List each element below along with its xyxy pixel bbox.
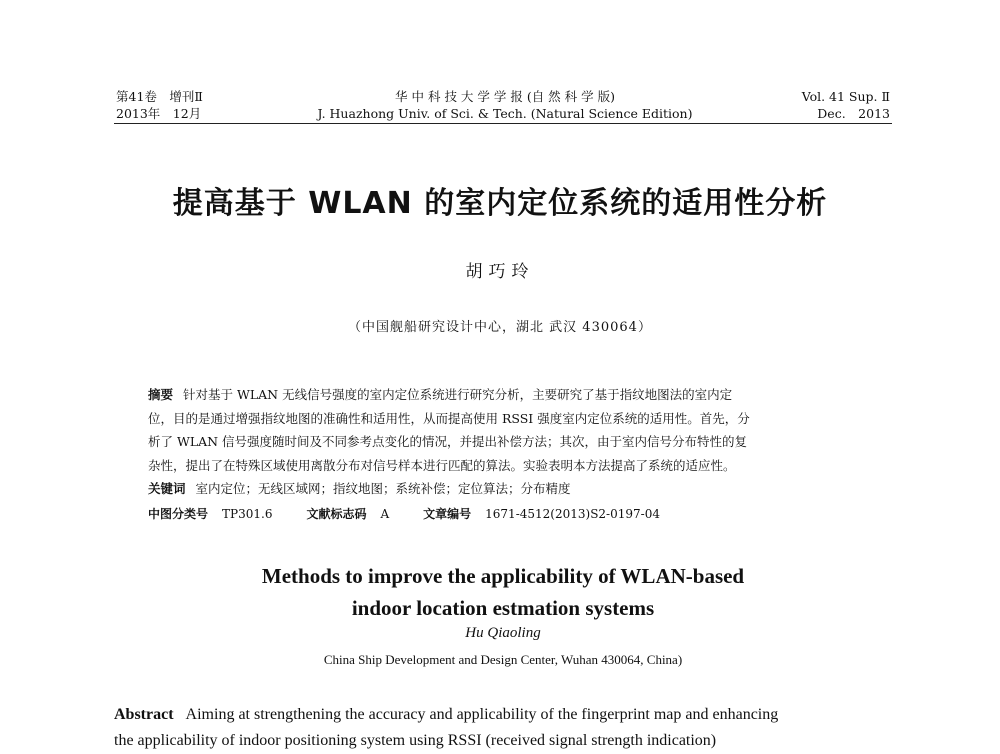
- journal-name-cn: 华 中 科 技 大 学 学 报 (自 然 科 学 版): [395, 89, 615, 104]
- abstract-en-line: the applicability of indoor positioning system using RSSI (received signal strength indication): [114, 732, 717, 749]
- author-en: Hu Qiaoling: [465, 625, 541, 641]
- volume-issue-en: Vol. 41 Sup. Ⅱ: [801, 89, 890, 104]
- abstract-cn-line: 析了 WLAN 信号强度随时间及不同参考点变化的情况，并提出补偿方法；其次，由于室内信号分布特性的复: [148, 434, 748, 449]
- doc-code-value: A: [380, 507, 390, 521]
- abstract-cn-line: 位，目的是通过增强指纹地图的准确性和适用性，从而提高使用 RSSI 强度室内定位系统的适用性。首先，分: [148, 410, 750, 426]
- abstract-cn-line: 杂性，提出了在特殊区域使用离散分布对信号样本进行匹配的算法。实验表明本方法提高了系统的适应性。: [148, 457, 736, 473]
- month-year-en: Dec. 2013: [817, 106, 890, 121]
- abstract-en-label: Abstract: [114, 706, 174, 723]
- affiliation-cn: （中国舰船研究设计中心，湖北 武汉 430064）: [348, 320, 652, 335]
- class-number-value: TP301.6: [222, 507, 273, 521]
- affiliation-en: China Ship Development and Design Center, Wuhan 430064, China): [323, 652, 683, 667]
- paper-title-cn: 提高基于 WLAN 的室内定位系统的适用性分析: [172, 186, 828, 221]
- paper-title-en-line2: indoor location estmation systems: [351, 596, 655, 620]
- class-number-label: 中图分类号: [148, 507, 209, 521]
- paper-title-en: [0, 560, 1000, 624]
- header-rule: [114, 123, 892, 124]
- abstract-en-line: Abstract Aiming at strengthening the accuracy and applicability of the fingerprint map and enhancing: [114, 706, 779, 723]
- abstract-cn-label: 摘要: [148, 387, 174, 402]
- keywords-cn-value: 室内定位；无线区域网；指纹地图；系统补偿；定位算法；分布精度: [195, 481, 571, 496]
- year-month: 2013年 12月: [116, 106, 202, 121]
- volume-issue: 第41卷 增刊Ⅱ: [116, 89, 203, 104]
- classification-line: [148, 505, 660, 522]
- doc-code-label: 文献标志码: [306, 507, 367, 521]
- article-id-label: 文章编号: [423, 507, 472, 521]
- article-id-value: 1671-4512(2013)S2-0197-04: [485, 507, 660, 521]
- journal-name-en: J. Huazhong Univ. of Sci. & Tech. (Natural Science Edition): [317, 106, 693, 121]
- journal-volume-info-en: [802, 88, 890, 122]
- abstract-cn-line: 摘要 针对基于 WLAN 无线信号强度的室内定位系统进行研究分析，主要研究了基于指纹地图法的室内定: [148, 387, 733, 402]
- keywords-cn-label: 关键词: [148, 481, 186, 496]
- keywords-cn: [148, 477, 860, 501]
- paper-title-en-line1: Methods to improve the applicability of WLAN-based: [261, 564, 745, 588]
- abstract-cn: [148, 383, 860, 501]
- author-cn: 胡巧玲: [465, 262, 535, 282]
- abstract-en: [114, 702, 894, 754]
